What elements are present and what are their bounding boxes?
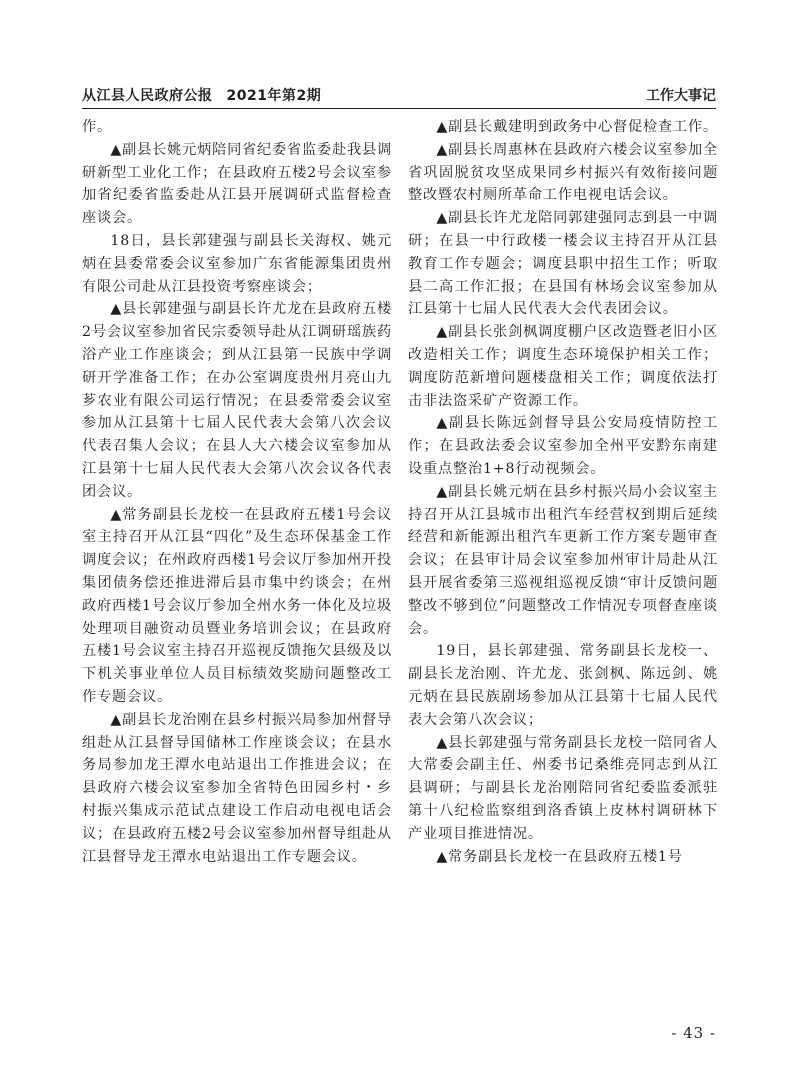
paragraph: ▲副县长戴建明到政务中心督促检查工作。 xyxy=(436,119,718,135)
paragraph: ▲副县长姚元炳陪同省纪委省监委赴我县调研新型工业化工作；在县政府五楼2号会议室参加省纪委省监委赴从江县开展调研式监督检查座谈会。 xyxy=(82,141,392,227)
page-header xyxy=(82,85,716,105)
page-number: - 43 - xyxy=(671,1024,716,1042)
paragraph: ▲副县长张剑枫调度棚户区改造暨老旧小区改造相关工作；调度生态环境保护相关工作；调度防范新增问题楼盘相关工作；调度依法打击非法盗采矿产资源工作。 xyxy=(408,324,718,409)
paragraph: ▲副县长姚元炳在县乡村振兴局小会议室主持召开从江县城市出租汽车经营权到期后延续经营和新能源出租汽车更新工作方案专题审查会议；在县审计局会议室参加州审计局赴从江县开展省委第三巡视组巡视反馈“审计反馈问题整改不够到位”问题整改工作情况专项督查座谈会。 xyxy=(408,483,718,637)
section-title: 工作大事记 xyxy=(646,88,716,104)
header-rule xyxy=(82,108,716,109)
publication-title: 从江县人民政府公报 xyxy=(82,88,213,104)
paragraph: ▲副县长许尤龙陪同郭建强同志到县一中调研；在县一中行政楼一楼会议主持召开从江县教育工作专题会；调度县职中招生工作；听取县二高工作汇报；在县国有林场会议室参加从江县第十七届人民代表大会代表团会议。 xyxy=(408,210,718,318)
paragraph: 作。 xyxy=(82,119,112,135)
paragraph: 18日，县长郭建强与副县长关海权、姚元炳在县委常委会议室参加广东省能源集团贵州有限公司赴从江县投资考察座谈会； xyxy=(82,232,392,295)
paragraph: ▲副县长龙治刚在县乡村振兴局参加州督导组赴从江县督导国储林工作座谈会议；在县水务局参加龙王潭水电站退出工作推进会议；在县政府六楼会议室参加全省特色田园乡村・乡村振兴集成示范试点建设工作启动电视电话会议；在县政府五楼2号会议室参加州督导组赴从江县督导龙王潭水电站退出工作专题会议。 xyxy=(82,711,392,865)
issue-number: 2021年第2期 xyxy=(226,88,322,104)
left-column xyxy=(82,116,392,868)
paragraph: ▲县长郭建强与常务副县长龙校一陪同省人大常委会副主任、州委书记桑维亮同志到从江县调研；与副县长龙治刚陪同省纪委监委派驻第十八纪检监察组到洛香镇上皮林村调研林下产业项目推进情况。 xyxy=(408,734,718,842)
header-publication xyxy=(82,85,321,105)
paragraph: ▲常务副县长龙校一在县政府五楼1号 xyxy=(436,848,683,865)
paragraph: 19日，县长郭建强、常务副县长龙校一、副县长龙治刚、许尤龙、张剑枫、陈远剑、姚元炳在县民族剧场参加从江县第十七届人民代表大会第八次会议； xyxy=(408,643,718,728)
paragraph: ▲副县长周惠林在县政府六楼会议室参加全省巩固脱贫攻坚成果同乡村振兴有效衔接问题整改暨农村厕所革命工作电视电话会议。 xyxy=(408,141,718,204)
paragraph: ▲常务副县长龙校一在县政府五楼1号会议室主持召开从江县“四化”及生态环保基金工作调度会议；在州政府西楼1号会议厅参加州开投集团债务偿还推进滞后县市集中约谈会；在州政府西楼1号会议厅参加全州水务一体化及垃圾处理项目融资动员暨业务培训会议；在县政府五楼1号会议室主持召开巡视反馈拖欠县级及以下机关事业单位人员目标绩效奖励问题整改工作专题会议。 xyxy=(82,506,392,705)
right-column xyxy=(408,116,718,868)
paragraph: ▲副县长陈远剑督导县公安局疫情防控工作；在县政法委会议室参加全州平安黔东南建设重点整治1+8行动视频会。 xyxy=(408,415,718,477)
paragraph: ▲县长郭建强与副县长许尤龙在县政府五楼2号会议室参加省民宗委领导赴从江调研瑶族药浴产业工作座谈会；到从江县第一民族中学调研开学准备工作；在办公室调度贵州月亮山九芗农业有限公司运行情况；在县委常委会议室参加从江县第十七届人民代表大会第八次会议代表召集人会议；在县人大六楼会议室参加从江县第十七届人民代表大会第八次会议各代表团会议。 xyxy=(82,301,392,500)
